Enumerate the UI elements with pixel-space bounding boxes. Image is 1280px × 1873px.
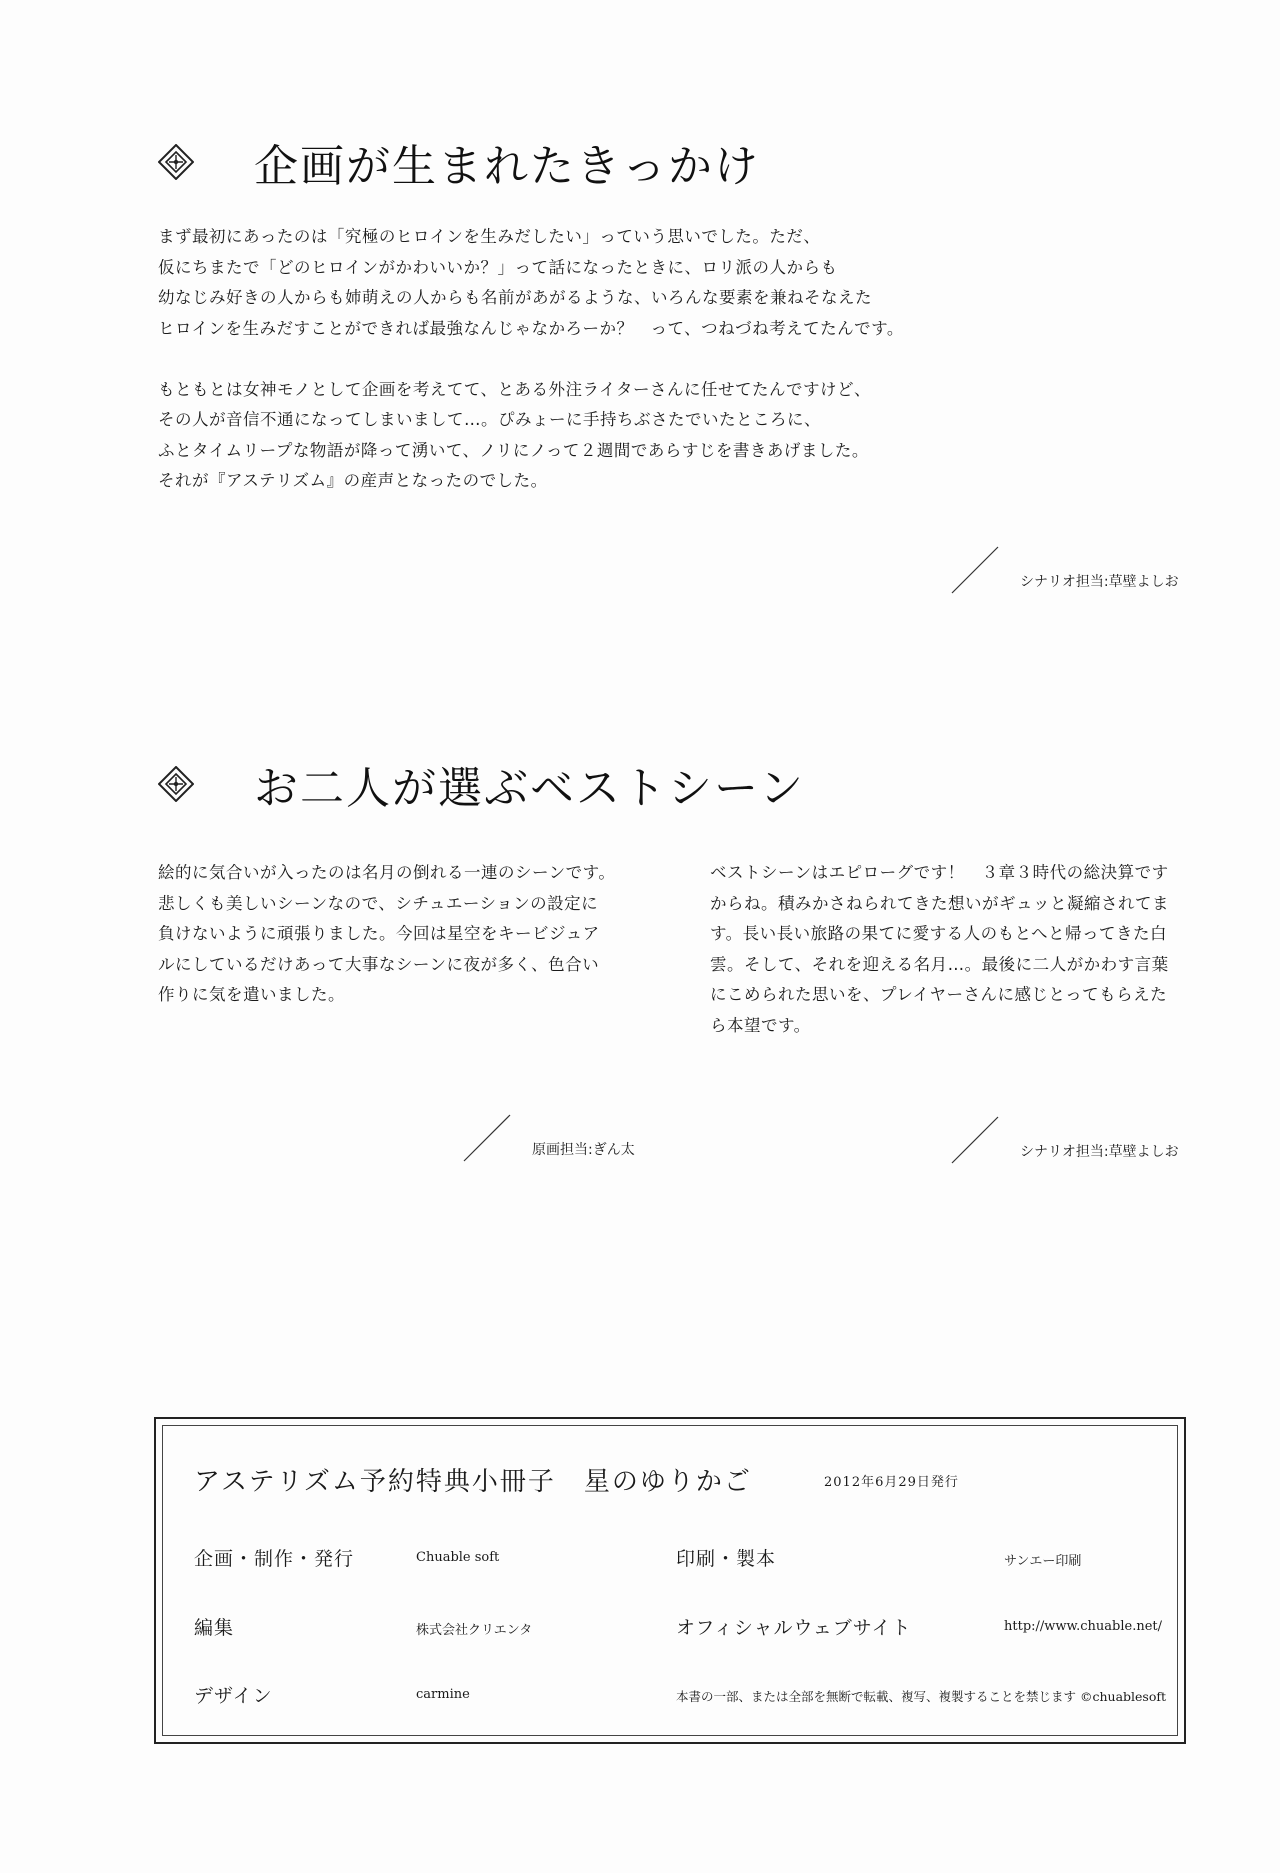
paragraph-line: 仮にちまたで「どのヒロインがかわいいか？」って話になったときに、ロリ派の人からも (158, 257, 838, 277)
section-title: お二人が選ぶベストシーン (254, 763, 806, 814)
credit-label: シナリオ担当:草壁よしお (1020, 574, 1179, 590)
copyright-notice: 本書の一部、または全部を無断で転載、複写、複製することを禁じます ©chuablesoft (676, 1689, 1167, 1704)
paragraph-line: もともとは女神モノとして企画を考えてて、とある外注ライターさんに任せてたんですけど、 (158, 379, 872, 399)
paragraph-line: す。長い長い旅路の果てに愛する人のもとへと帰ってきた白 (710, 924, 1168, 943)
paragraph-line: 雲。そして、それを迎える名月…。最後に二人がかわす言葉 (710, 954, 1169, 974)
paragraph-line: ルにしているだけあって大事なシーンに夜が多く、色合い (158, 954, 600, 974)
paragraph-line: それが『アステリズム』の産声となったのでした。 (158, 471, 548, 490)
planning-label: 企画・制作・発行 (194, 1548, 355, 1570)
paragraph-line: その人が音信不通になってしまいまして…。ぴみょーに手持ちぶさたでいたところに、 (158, 410, 821, 429)
paragraph-line: 悲しくも美しいシーンなので、シチュエーションの設定に (158, 893, 599, 913)
publish-date: 2012年6月29日発行 (824, 1475, 959, 1490)
diamond-ornament-icon (158, 144, 194, 180)
credit-art (462, 1113, 635, 1163)
section-heading-best-scene (158, 752, 805, 816)
diamond-ornament-icon (158, 766, 194, 802)
paragraph-line: 幼なじみ好きの人からも姉萌えの人からも名前があがるような、いろんな要素を兼ねそなえた (158, 288, 872, 307)
section-heading-origin (158, 130, 760, 194)
paragraph-line: まず最初にあったのは「究極のヒロインを生みだしたい」っていう思いでした。ただ、 (158, 227, 821, 246)
colophon-box (154, 1417, 1186, 1744)
editing-value: 株式会社クリエンタ (416, 1623, 533, 1638)
section-body-origin (158, 222, 904, 497)
design-value: carmine (416, 1687, 470, 1702)
design-label: デザイン (194, 1685, 273, 1707)
paragraph-line: からね。積みかさねられてきた想いがギュッと凝縮されてま (710, 893, 1169, 913)
credit-origin (950, 545, 1179, 595)
booklet-title: アステリズム予約特典小冊子 星のゆりかご (194, 1467, 752, 1497)
best-scene-left-column (158, 858, 615, 1011)
slash-divider-icon (950, 545, 1000, 595)
printing-label: 印刷・製本 (676, 1548, 777, 1570)
website-label: オフィシャルウェブサイト (676, 1617, 912, 1639)
paragraph-line: ヒロインを生みだすことができれば最強なんじゃなかろーか？ って、つねづね考えてたんです。 (158, 318, 904, 338)
slash-divider-icon (950, 1115, 1000, 1165)
paragraph-line: 絵的に気合いが入ったのは名月の倒れる一連のシーンです。 (158, 863, 616, 882)
paragraph-line: 作りに気を遣いました。 (158, 985, 345, 1004)
paragraph-gap (158, 344, 904, 375)
credit-label: 原画担当:ぎん太 (532, 1142, 635, 1158)
section-title: 企画が生まれたきっかけ (254, 141, 760, 192)
printing-value: サンエー印刷 (1004, 1554, 1082, 1569)
editing-label: 編集 (194, 1617, 235, 1639)
paragraph-line: ふとタイムリープな物語が降って湧いて、ノリにノって２週間であらすじを書きあげました。 (158, 440, 869, 460)
best-scene-right-column (710, 858, 1169, 1041)
paragraph-line: ベストシーンはエピローグです！ ３章３時代の総決算です (710, 863, 1169, 882)
slash-divider-icon (462, 1113, 512, 1163)
paragraph-line: ら本望です。 (710, 1015, 811, 1035)
website-url[interactable]: http://www.chuable.net/ (1004, 1619, 1163, 1634)
paragraph-line: にこめられた思いを、プレイヤーさんに感じとってもらえた (710, 985, 1168, 1004)
paragraph-line: 負けないように頑張りました。今回は星空をキービジュア (158, 924, 600, 943)
credit-label: シナリオ担当:草壁よしお (1020, 1144, 1179, 1160)
planning-value: Chuable soft (416, 1550, 500, 1565)
credit-scenario (950, 1115, 1179, 1165)
